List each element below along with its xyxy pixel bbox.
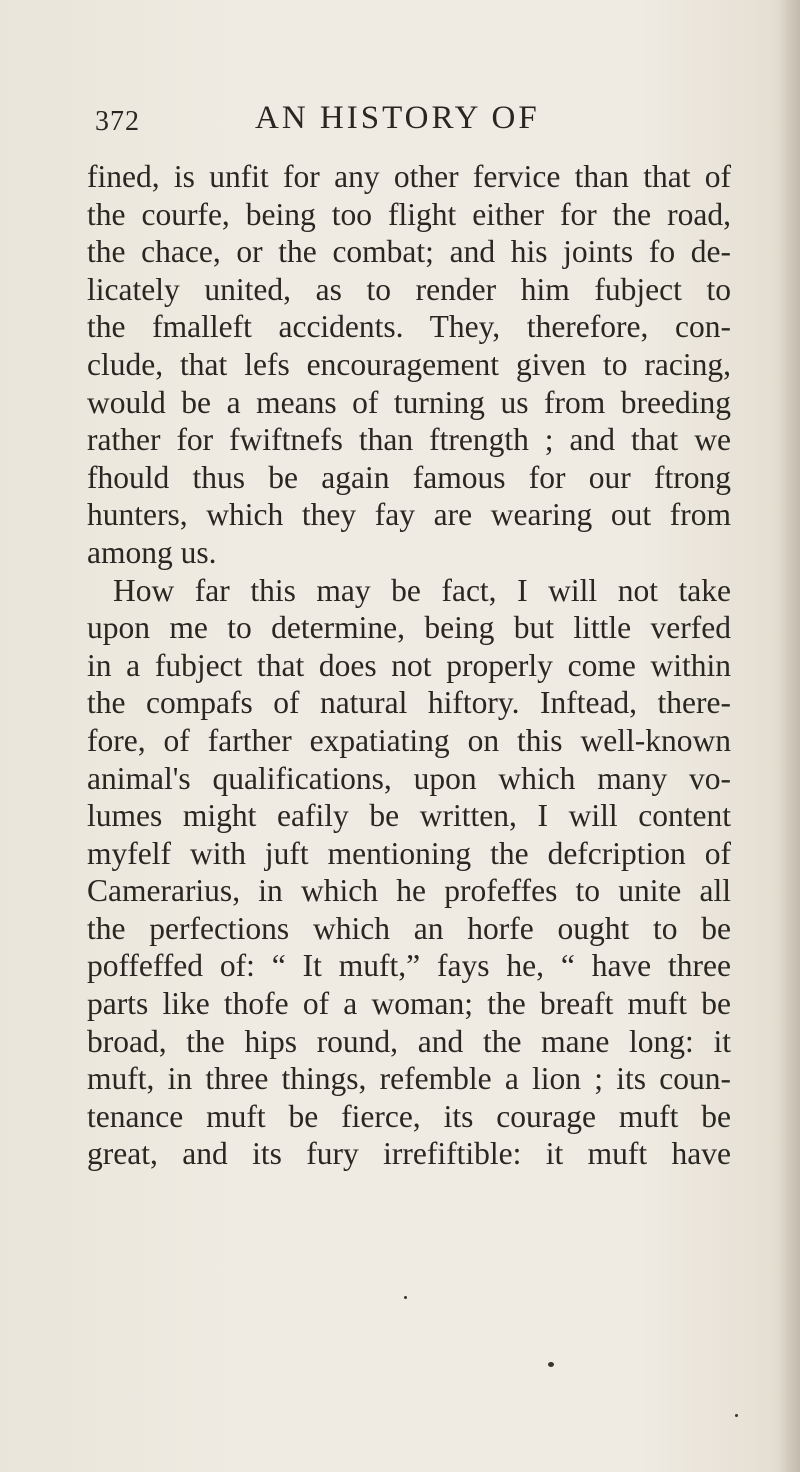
- text-line: broad, the hips round, and the mane long: it: [87, 1023, 731, 1059]
- ink-speck: [735, 1414, 738, 1417]
- text-line: would be a means of turning us from breeding: [87, 384, 731, 420]
- page-number: 372: [95, 106, 140, 137]
- text-line: the fmalleft accidents. They, therefore, con-: [87, 309, 731, 345]
- text-line: muft, in three things, refemble a lion ; its coun-: [87, 1061, 731, 1097]
- ink-speck: [404, 1296, 407, 1299]
- text-line: among us.: [87, 534, 217, 570]
- text-line: in a fubject that does not properly come within: [87, 647, 731, 683]
- ink-speck: [548, 1362, 554, 1367]
- text-line: licately united, as to render him fubject to: [87, 271, 731, 307]
- text-line: upon me to determine, being but little verfed: [87, 610, 731, 646]
- text-line: the perfections which an horfe ought to be: [87, 910, 731, 946]
- text-line: fined, is unfit for any other fervice than that of: [87, 159, 731, 194]
- text-line: the chace, or the combat; and his joints fo de-: [87, 234, 731, 270]
- text-line: parts like thofe of a woman; the breaft muft be: [87, 986, 731, 1022]
- text-line: animal's qualifications, upon which many vo-: [87, 760, 731, 796]
- text-line: fhould thus be again famous for our ftrong: [87, 459, 731, 495]
- text-line: the courfe, being too flight either for the road,: [87, 196, 731, 232]
- text-line: great, and its fury irrefiftible: it muft have: [87, 1136, 731, 1172]
- text-line: Camerarius, in which he profeffes to unite all: [87, 873, 731, 909]
- text-line: fore, of farther expatiating on this well-known: [87, 722, 731, 758]
- running-head: [95, 100, 695, 150]
- text-line: the compafs of natural hiftory. Inftead, there-: [87, 685, 731, 721]
- page-edge-shadow: [778, 0, 800, 1472]
- text-line: myfelf with juft mentioning the defcription of: [87, 835, 731, 871]
- text-line: tenance muft be fierce, its courage muft be: [87, 1098, 731, 1134]
- body-text: [87, 158, 731, 1173]
- text-line: lumes might eafily be written, I will content: [87, 798, 731, 834]
- text-line: clude, that lefs encouragement given to racing,: [87, 346, 731, 382]
- text-line: rather for fwiftnefs than ftrength ; and that we: [87, 422, 731, 458]
- text-line: poffeffed of: “ It muft,” fays he, “ have three: [87, 948, 731, 984]
- running-head-title: AN HISTORY OF: [255, 100, 540, 136]
- text-line: hunters, which they fay are wearing out from: [87, 497, 731, 533]
- paragraph-start-line: How far this may be fact, I will not take: [113, 572, 731, 608]
